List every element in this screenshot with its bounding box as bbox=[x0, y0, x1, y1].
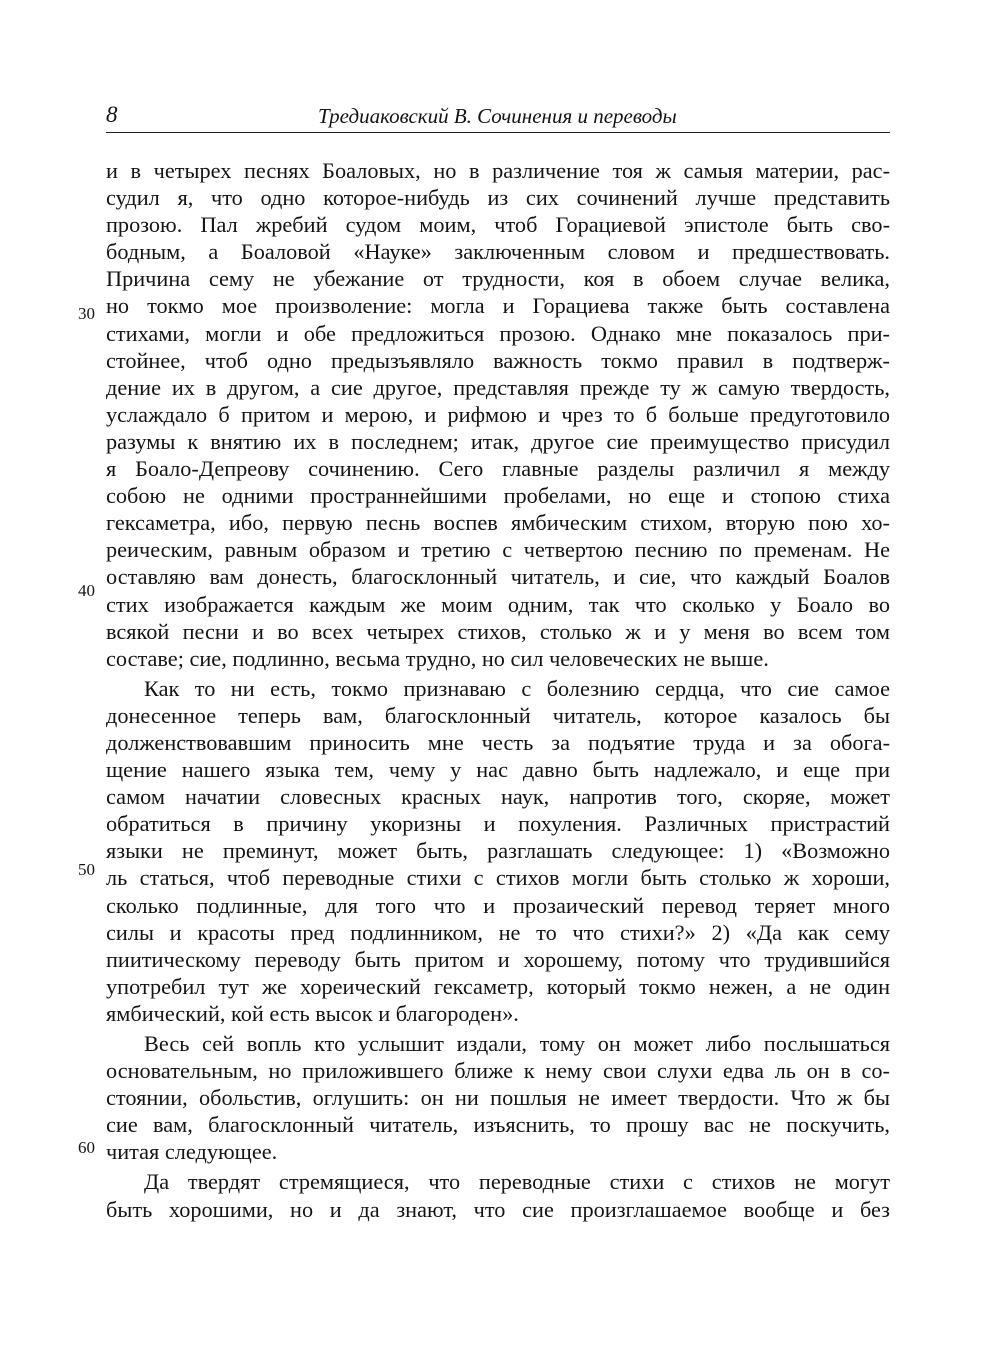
page-number: 8 bbox=[106, 102, 118, 127]
text-line: Весь сей вопль кто услышит издали, тому он может либо послышаться bbox=[144, 1031, 890, 1056]
text-line: языки не преминут, может быть, разглашать следующее: 1) «Возможно bbox=[106, 838, 890, 864]
text-line: Как то ни есть, токмо признаваю с болезнию сердца, что сие самое bbox=[144, 675, 890, 701]
line-number: 50 bbox=[78, 860, 95, 879]
text-line: читая следующее. bbox=[106, 1139, 278, 1165]
text-line: собою не одними пространнейшими пробелами, но еще и стопою стиха bbox=[106, 483, 890, 509]
text-line: прозою. Пал жребий судом моим, чтоб Горациевой эпистоле быть сво- bbox=[106, 212, 890, 238]
line-number: 30 bbox=[78, 304, 95, 323]
text-line: стихами, могли и обе предложиться прозою. Однако мне показалось при- bbox=[106, 320, 890, 346]
text-line: ль статься, чтоб переводные стихи с стихов могли быть столько ж хороши, bbox=[106, 865, 890, 891]
text-line: обратиться в причину укоризны и похуления. Различных пристрастий bbox=[106, 811, 890, 837]
text-line: сие вам, благосклонный читатель, изъяснить, то прошу вас не поскучить, bbox=[106, 1112, 890, 1138]
text-line: пиитическому переводу быть притом и хорошему, потому что трудившийся bbox=[106, 946, 890, 972]
text-line: употребил тут же хореический гексаметр, который токмо нежен, а не один bbox=[106, 973, 890, 999]
text-line: разумы к внятию их в последнем; итак, другое сие преимущество присудил bbox=[106, 428, 890, 454]
text-line: но токмо мое произволение: могла и Горациева также быть составлена bbox=[106, 293, 890, 319]
text-line: составе; сие, подлинно, весьма трудно, но сил человеческих не выше. bbox=[106, 645, 769, 671]
text-line: силы и красоты пред подлинником, не то что стихи?» 2) «Да как сему bbox=[106, 919, 890, 945]
text-line: самом начатии словесных красных наук, напротив того, скоряе, может bbox=[106, 784, 890, 810]
text-line: быть хорошими, но и да знают, что сие произглашаемое вообще и без bbox=[106, 1196, 890, 1222]
text-line: основательным, но приложившего ближе к нему свои слухи едва ль он в со- bbox=[106, 1058, 890, 1084]
line-number: 60 bbox=[78, 1138, 95, 1157]
text-line: сколько подлинные, для того что и прозаический перевод теряет много bbox=[106, 892, 890, 918]
text-line: оставляю вам донесть, благосклонный читатель, и сие, что каждый Боалов bbox=[106, 564, 890, 590]
text-line: Причина сему не убежание от трудности, коя в обоем случае велика, bbox=[106, 266, 890, 292]
text-line: стойнее, чтоб одно предызъявляло важность токмо правил в подтверж- bbox=[106, 347, 890, 373]
text-line: ямбический, кой есть высок и благороден». bbox=[106, 1000, 519, 1026]
running-header bbox=[106, 102, 890, 133]
text-line: донесенное теперь вам, благосклонный читатель, которое казалось бы bbox=[106, 702, 890, 728]
text-line: гексаметра, ибо, первую песнь воспев ямбическим стихом, вторую пою хо- bbox=[106, 510, 890, 536]
text-line: всякой песни и во всех четырех стихов, столько ж и у меня во всем том bbox=[106, 618, 890, 644]
text-line: стоянии, обольстив, оглушить: он ни пошлыя не имеет твердости. Что ж бы bbox=[106, 1085, 890, 1111]
text-line: и в четырех песнях Боаловых, но в различение тоя ж самыя материи, рас- bbox=[106, 158, 890, 183]
text-line: бодным, а Боаловой «Науке» заключенным словом и предшествовать. bbox=[106, 239, 890, 265]
running-title: Тредиаковский В. Сочинения и переводы bbox=[318, 104, 677, 128]
text-line: дение их в другом, а сие другое, представляя прежде ту ж самую твердость, bbox=[106, 374, 890, 400]
text-line: услаждало б притом и мерою, и рифмою и чрез то б больше предуготовило bbox=[106, 401, 890, 427]
text-line: судил я, что одно которое-нибудь из сих сочинений лучше представить bbox=[106, 185, 890, 211]
body-text bbox=[106, 157, 890, 1223]
text-line: стих изображается каждым же моим одним, так что сколько у Боало во bbox=[106, 591, 890, 617]
text-line: щение нашего языка тем, чему у нас давно быть надлежало, и еще при bbox=[106, 757, 890, 783]
line-number: 40 bbox=[78, 581, 95, 600]
text-line: долженствовавшим приносить мне честь за подъятие труда и за обога- bbox=[106, 729, 890, 755]
text-line: Да твердят стремящиеся, что переводные стихи с стихов не могут bbox=[144, 1169, 890, 1195]
text-line: я Боало-Депреову сочинению. Сего главные разделы различил я между bbox=[106, 456, 890, 482]
text-line: реическим, равным образом и третию с четвертою песнию по пременам. Не bbox=[106, 537, 890, 563]
